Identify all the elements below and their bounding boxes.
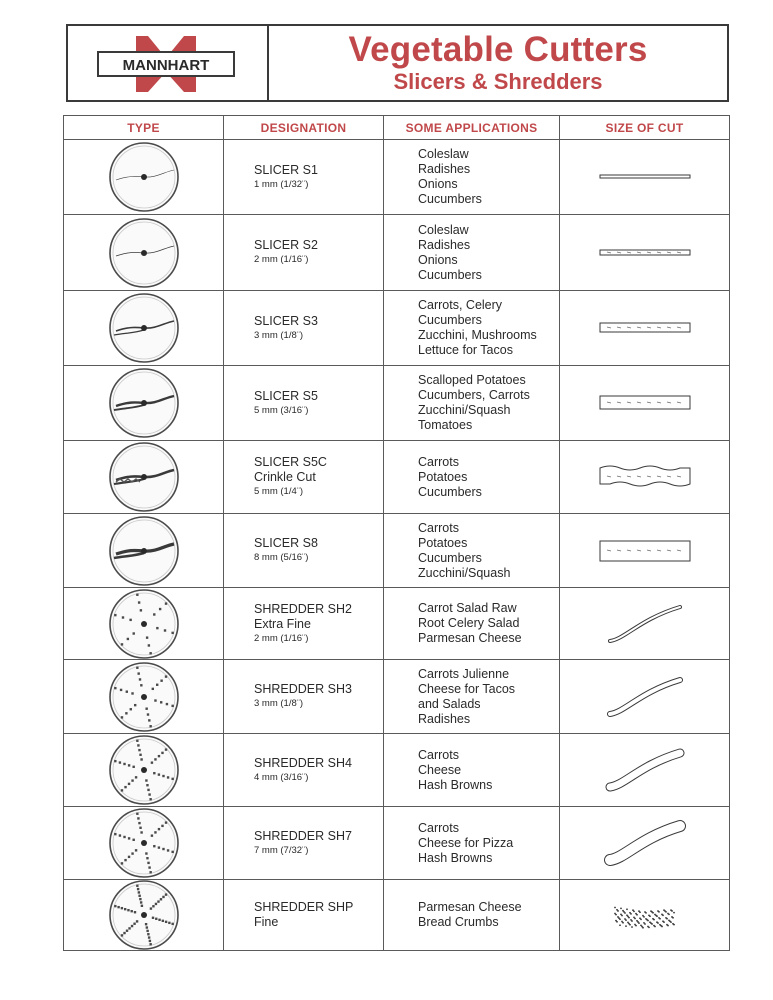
designation-name: SLICER S2: [254, 238, 318, 252]
application-item: Cheese for Tacos: [418, 681, 516, 696]
application-item: Hash Browns: [418, 850, 493, 865]
application-item: Lettuce for Tacos: [418, 343, 513, 357]
application-item: Radishes: [418, 237, 471, 252]
designation-size: 8 mm (5/16¨): [254, 552, 309, 563]
application-item: Cheese: [418, 762, 462, 777]
application-item: Carrots: [418, 454, 459, 469]
applications-cell: [384, 880, 560, 951]
designation-cell: [224, 441, 384, 514]
application-item: Cucumbers: [418, 192, 482, 206]
col-header-size: SIZE OF CUT: [560, 116, 730, 140]
thin-slice-cut-icon: [595, 152, 695, 202]
size-of-cut-cell: [560, 588, 730, 660]
designation-name: SHREDDER SH3: [254, 682, 352, 696]
application-item: Hash Browns: [418, 777, 493, 792]
application-item: Onions: [418, 177, 458, 191]
type-cell: [64, 880, 224, 951]
mannhart-logo: [96, 34, 236, 94]
designation-cell: [224, 514, 384, 588]
table-row: [64, 291, 730, 366]
application-item: Scalloped Potatoes: [418, 373, 526, 387]
applications-cell: [384, 215, 560, 291]
designation-name: SHREDDER SH2: [254, 601, 352, 616]
table-row: [64, 366, 730, 441]
type-cell: [64, 366, 224, 441]
designation-cell: [224, 734, 384, 807]
shredder-4-disc-icon: [104, 735, 184, 805]
table-row: [64, 441, 730, 514]
slicer-3-disc-icon: [104, 293, 184, 363]
col-header-type: TYPE: [64, 116, 224, 140]
application-item: Cucumbers: [418, 313, 482, 327]
crinkle-cut-icon: [595, 452, 695, 502]
type-cell: [64, 291, 224, 366]
application-item: Carrots, Celery: [418, 298, 503, 312]
type-cell: [64, 140, 224, 215]
shredder-3-disc-icon: [104, 662, 184, 732]
application-item: Zucchini/Squash: [418, 403, 511, 417]
application-item: Potatoes: [418, 469, 468, 484]
title-cell: [269, 26, 727, 100]
application-item: Radishes: [418, 711, 471, 726]
designation-size: 2 mm (1/16¨): [254, 632, 309, 644]
type-cell: [64, 441, 224, 514]
slicer-1-disc-icon: [104, 142, 184, 212]
header: [66, 24, 729, 102]
designation-size: 3 mm (1/8¨): [254, 698, 304, 709]
designation-cell: [224, 140, 384, 215]
designation-subname: Fine: [254, 915, 279, 929]
application-item: Tomatoes: [418, 418, 473, 432]
designation-size: 5 mm (3/16¨): [254, 404, 309, 416]
application-item: Radishes: [418, 162, 471, 176]
cutters-table: [63, 115, 730, 951]
designation-cell: [224, 880, 384, 951]
designation-size: 1 mm (1/32¨): [254, 178, 309, 190]
designation-name: SHREDDER SHP: [254, 900, 354, 914]
logo-wordmark: MANNHART: [122, 57, 210, 74]
applications-cell: [384, 441, 560, 514]
type-cell: [64, 807, 224, 880]
designation-size: 4 mm (3/16¨): [254, 771, 309, 783]
slicer-5c-disc-icon: [104, 442, 184, 512]
logo-cell: [68, 26, 269, 100]
designation-size: 5 mm (1/4¨): [254, 486, 304, 497]
size-of-cut-cell: [560, 441, 730, 514]
application-item: Onions: [418, 252, 458, 267]
table-row: [64, 140, 730, 215]
application-item: Coleslaw: [418, 222, 469, 237]
designation-cell: [224, 807, 384, 880]
size-of-cut-cell: [560, 660, 730, 734]
application-item: Bread Crumbs: [418, 915, 499, 929]
slicer-5-disc-icon: [104, 368, 184, 438]
designation-name: SLICER S8: [254, 536, 318, 550]
designation-name: SLICER S3: [254, 313, 318, 328]
applications-cell: [384, 588, 560, 660]
size-of-cut-cell: [560, 291, 730, 366]
designation-size: 7 mm (7/32¨): [254, 844, 309, 856]
size-of-cut-cell: [560, 215, 730, 291]
application-item: Zucchini/Squash: [418, 565, 511, 580]
table-header-row: [64, 116, 730, 140]
type-cell: [64, 734, 224, 807]
designation-cell: [224, 215, 384, 291]
type-cell: [64, 588, 224, 660]
application-item: Carrots: [418, 520, 459, 535]
shred-3-cut-icon: [595, 672, 695, 722]
application-item: Cucumbers: [418, 484, 482, 499]
designation-subname: Crinkle Cut: [254, 470, 316, 484]
type-cell: [64, 215, 224, 291]
designation-name: SLICER S5C: [254, 455, 327, 469]
applications-cell: [384, 291, 560, 366]
table-row: [64, 807, 730, 880]
slice-8-cut-icon: [595, 526, 695, 576]
designation-cell: [224, 366, 384, 441]
size-of-cut-cell: [560, 880, 730, 951]
application-item: Cucumbers: [418, 267, 482, 282]
designation-name: SHREDDER SH7: [254, 828, 352, 843]
applications-cell: [384, 514, 560, 588]
designation-cell: [224, 291, 384, 366]
application-item: and Salads: [418, 696, 481, 711]
size-of-cut-cell: [560, 734, 730, 807]
size-of-cut-cell: [560, 140, 730, 215]
page-title: Vegetable Cutters: [348, 30, 648, 69]
table-row: [64, 734, 730, 807]
table-row: [64, 880, 730, 951]
shredder-p-disc-icon: [104, 880, 184, 950]
application-item: Carrots Julienne: [418, 666, 510, 681]
designation-size: 2 mm (1/16¨): [254, 254, 309, 265]
designation-size: 3 mm (1/8¨): [254, 329, 304, 341]
size-of-cut-cell: [560, 807, 730, 880]
type-cell: [64, 660, 224, 734]
application-item: Zucchini, Mushrooms: [418, 328, 537, 342]
table-row: [64, 514, 730, 588]
shred-4-cut-icon: [595, 745, 695, 795]
designation-name: SLICER S1: [254, 162, 318, 177]
slice-3-cut-icon: [595, 303, 695, 353]
page-subtitle: Slicers & Shredders: [393, 69, 603, 94]
application-item: Carrots: [418, 747, 459, 762]
applications-cell: [384, 660, 560, 734]
table-row: [64, 660, 730, 734]
slice-5-cut-icon: [595, 378, 695, 428]
grated-cut-icon: [595, 890, 695, 940]
applications-cell: [384, 140, 560, 215]
application-item: Carrot Salad Raw: [418, 601, 517, 615]
shredder-2-disc-icon: [104, 589, 184, 659]
designation-name: SLICER S5: [254, 388, 318, 403]
application-item: Cucumbers: [418, 550, 482, 565]
designation-cell: [224, 660, 384, 734]
col-header-designation: DESIGNATION: [224, 116, 384, 140]
size-of-cut-cell: [560, 514, 730, 588]
shred-7-cut-icon: [595, 818, 695, 868]
table-row: [64, 588, 730, 660]
designation-cell: [224, 588, 384, 660]
designation-name: SHREDDER SH4: [254, 755, 352, 770]
type-cell: [64, 514, 224, 588]
application-item: Root Celery Salad: [418, 616, 520, 630]
designation-subname: Extra Fine: [254, 616, 311, 631]
application-item: Parmesan Cheese: [418, 900, 522, 914]
application-item: Parmesan Cheese: [418, 631, 522, 645]
application-item: Carrots: [418, 820, 459, 835]
application-item: Cucumbers, Carrots: [418, 388, 530, 402]
slice-2-cut-icon: [595, 228, 695, 278]
application-item: Potatoes: [418, 535, 468, 550]
slicer-2-disc-icon: [104, 218, 184, 288]
size-of-cut-cell: [560, 366, 730, 441]
slicer-8-disc-icon: [104, 516, 184, 586]
col-header-applications: SOME APPLICATIONS: [384, 116, 560, 140]
shred-2-cut-icon: [595, 599, 695, 649]
application-item: Cheese for Pizza: [418, 835, 514, 850]
application-item: Coleslaw: [418, 147, 469, 161]
applications-cell: [384, 366, 560, 441]
shredder-7-disc-icon: [104, 808, 184, 878]
applications-cell: [384, 807, 560, 880]
table-row: [64, 215, 730, 291]
applications-cell: [384, 734, 560, 807]
